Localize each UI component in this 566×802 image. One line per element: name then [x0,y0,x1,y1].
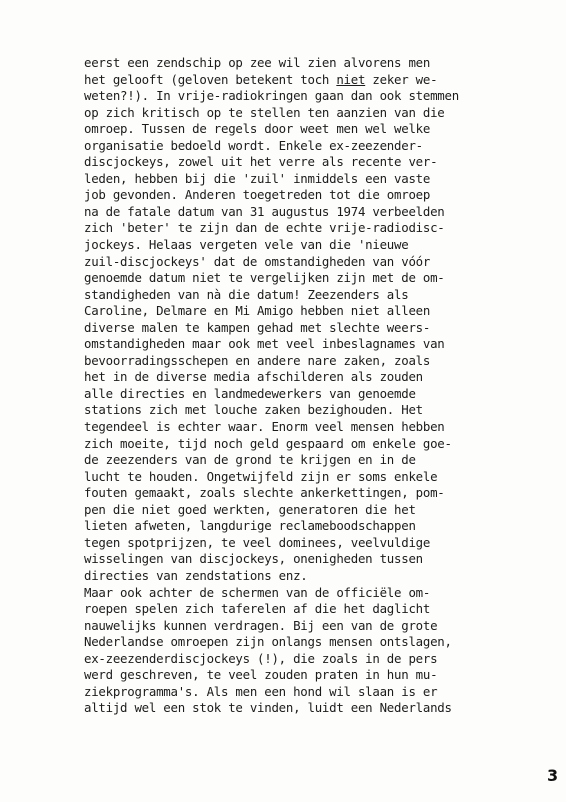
text-line: jockeys. Helaas vergeten vele van die 'nieuwe [84,237,409,253]
text-line: alle directies en landmedewerkers van genoemde [84,385,416,401]
text-line: bevoorradingsschepen en andere nare zaken, zoals [84,352,431,368]
text-line: omstandigheden maar ook met veel inbeslagnames van [84,336,445,352]
body-text [84,55,534,717]
text-line: ex-zeezenderdiscjockeys (!), die zoals in de pers [84,650,438,666]
text-line: lieten afweten, langdurige reclameboodschappen [84,518,416,534]
text-line: Caroline, Delmare en Mi Amigo hebben niet alleen [84,303,431,319]
text-line: job gevonden. Anderen toegetreden tot die omroep [84,187,431,203]
text-line: Nederlandse omroepen zijn onlangs mensen ontslagen, [84,634,452,650]
text-line: zich moeite, tijd noch geld gespaard om enkele goe- [84,435,452,451]
text-line: tegen spotprijzen, te veel dominees, veelvuldige [84,534,431,550]
text-line: nauwelijks kunnen verdragen. Bij een van de grote [84,617,438,633]
text-line: ziekprogramma's. Als men een hond wil slaan is er [84,683,438,699]
text-line: standigheden van nà die datum! Zeezenders als [84,286,409,302]
text-line: pen die niet goed werkten, generatoren die het [84,501,416,517]
text-line: leden, hebben bij die 'zuil' inmiddels een vaste [84,170,431,186]
text-line: omroep. Tussen de regels door weet men wel welke [84,121,431,137]
text-line: organisatie bedoeld wordt. Enkele ex-zeezender- [84,137,423,153]
text-line: wisselingen van discjockeys, onenigheden tussen [84,551,423,567]
text-line: discjockeys, zowel uit het verre als recente ver- [84,154,438,170]
text-line: werd geschreven, te veel zouden praten in hun mu- [84,667,438,683]
text-line [84,72,534,89]
text-segment: het gelooft (geloven betekent toch [84,71,337,87]
text-line: lucht te houden. Ongetwijfeld zijn er soms enkele [84,468,438,484]
page-number: 3 [547,766,559,785]
text-line: directies van zendstations enz. [84,567,308,583]
text-line: Maar ook achter de schermen van de officiële om- [84,584,431,600]
text-line: diverse malen te kampen gehad met slechte weers- [84,319,431,335]
text-line: tegendeel is echter waar. Enorm veel mensen hebben [84,419,445,435]
text-line: de zeezenders van de grond te krijgen en in de [84,452,416,468]
text-line: het in de diverse media afschilderen als zouden [84,369,423,385]
text-line: altijd wel een stok te vinden, luidt een Nederlands [84,700,452,716]
text-line: stations zich met louche zaken bezighouden. Het [84,402,423,418]
text-line: zuil-discjockeys' dat de omstandigheden van vóór [84,253,431,269]
text-line: op zich kritisch op te stellen ten aanzien van die [84,104,445,120]
text-line: genoemde datum niet te vergelijken zijn met de om- [84,270,445,286]
text-line: roepen spelen zich taferelen af die het daglicht [84,601,431,617]
text-line: eerst een zendschip op zee wil zien alvorens men [84,55,431,70]
text-line: zich 'beter' te zijn dan de echte vrije-radiodisc- [84,220,445,236]
text-line: na de fatale datum van 31 augustus 1974 verbeelden [84,203,445,219]
underlined-emphasis: niet [336,71,366,87]
text-line: weten?!). In vrije-radiokringen gaan dan ook stemmen [84,88,459,104]
text-segment: zeker we- [365,71,438,87]
text-line: fouten gemaakt, zoals slechte ankerkettingen, pom- [84,485,445,501]
